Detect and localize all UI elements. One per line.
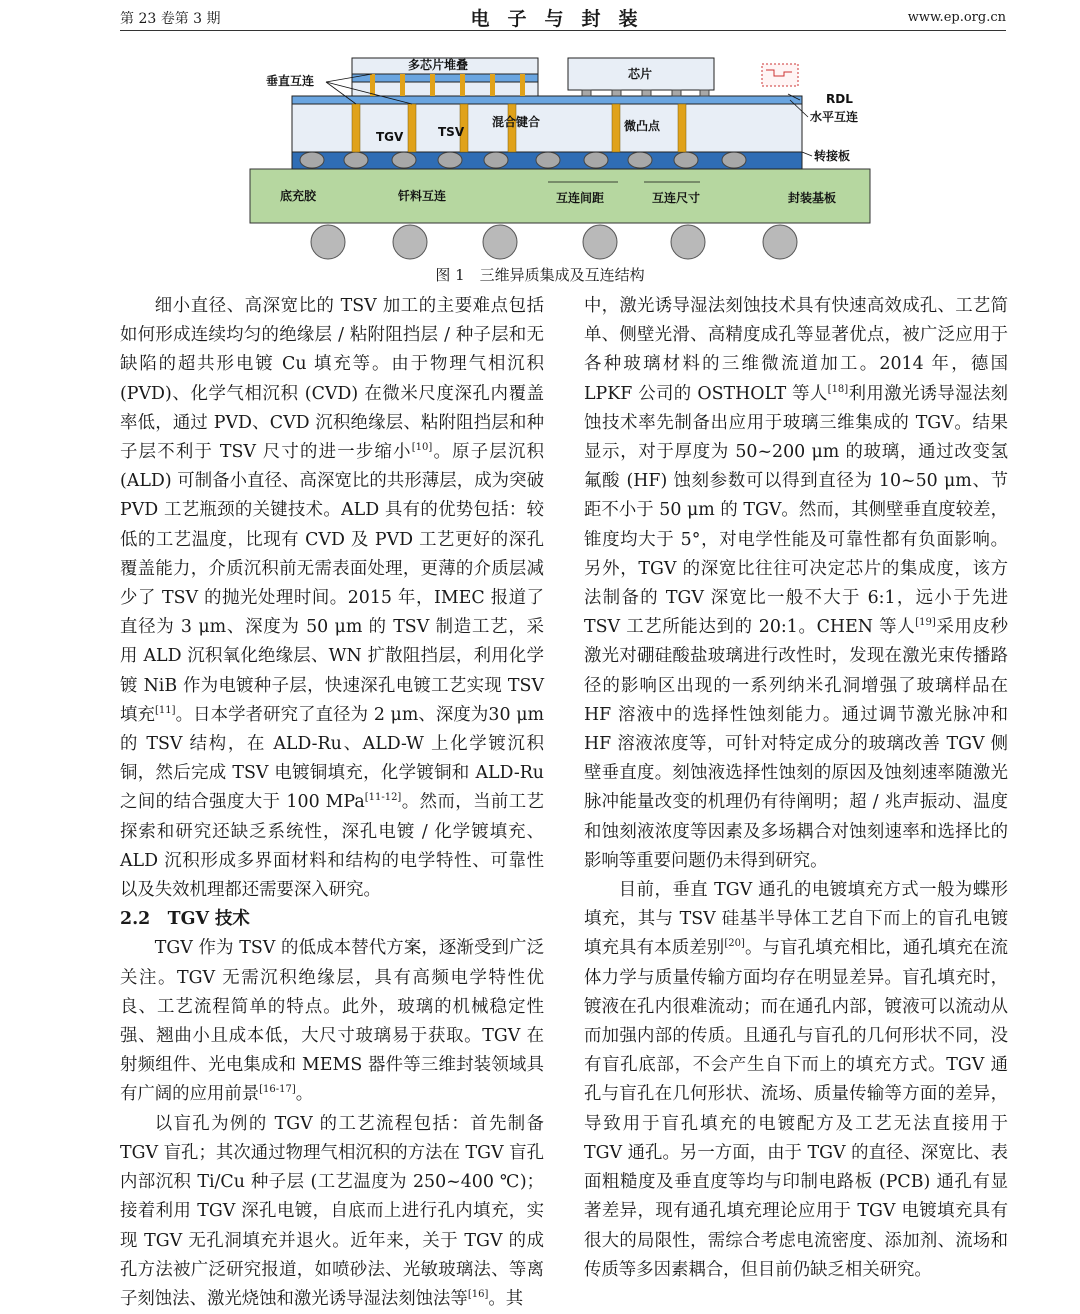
journal-url: www.ep.org.cn	[907, 10, 1006, 25]
label-underfill: 底充胶	[280, 189, 317, 203]
paragraph: 细小直径、高深宽比的 TSV 加工的主要难点包括如何形成连续均匀的绝缘层 / 粘附阻挡层 / 种子层和无缺陷的超共形电镀 Cu 填充等。由于物理气相沉积 (PVD)、化学气相沉积 (CVD) 在微米尺度深孔内覆盖率低，通过 PVD、CVD 沉积绝缘层、粘附阻挡层和种子层不利于 TSV 尺寸的进一步缩小[10]。原子层沉积 (ALD) 可制备小直径、高深宽比的共形薄层，成为突破 PVD 工艺瓶颈的关键技术。ALD 具有的优势包括：较低的工艺温度，比现有 CVD 及 PVD 工艺更好的深孔覆盖能力，介质沉积前无需表面处理，更薄的介质层减少了 TSV 的抛光处理时间。2015 年，IMEC 报道了直径为 3 μm、深度为 50 μm 的 TSV 制造工艺，采用 ALD 沉积氧化绝缘层、WN 扩散阻挡层，利用化学镀 NiB 作为电镀种子层，快速深孔电镀工艺实现 TSV 填充[11]。日本学者研究了直径为 2 μm、深度为30 μm 的 TSV 结构，在 ALD-Ru、ALD-W 上化学镀沉积铜，然后完成 TSV 电镀铜填充，化学镀铜和 ALD-Ru 之间的结合强度大于 100 MPa[11-12]。然而，当前工艺探索和研究还缺乏系统性，深孔电镀 / 化学镀填充、ALD 沉积形成多界面材料和结构的电学特性、可靠性以及失效机理都还需要深入研究。	[120, 296, 544, 901]
citation: [11]	[155, 705, 176, 717]
label-multichip-stack: 多芯片堆叠	[408, 58, 469, 72]
citation: [10]	[411, 442, 433, 454]
interposer	[292, 104, 802, 152]
paragraph: 中，激光诱导湿法刻蚀技术具有快速高效成孔、工艺简单、侧壁光滑、高精度成孔等显著优点，被广泛应用于各种玻璃材料的三维微流道加工。2014 年，德国 LPKF 公司的 OSTHOLT 等人[18]利用激光诱导湿法刻蚀技术率先制备出应用于玻璃三维集成的 TGV。结果显示，对于厚度为 50~200 μm 的玻璃，通过改变氢氟酸 (HF) 蚀刻参数可以得到直径为 10~50 μm、节距不小于 50 μm 的 TGV。然而，其侧壁垂直度较差，锥度均大于 5°，对电学性能及可靠性都有负面影响。另外，TGV 的深宽比往往可决定芯片的集成度，该方法制备的 TGV 深宽比一般不大于 6:1，远小于先进 TSV 工艺所能达到的 20:1。CHEN 等人[19]采用皮秒激光对硼硅酸盐玻璃进行改性时，发现在激光束传播路径的影响区出现的一系列纳米孔洞增强了玻璃样品在 HF 溶液中的选择性蚀刻能力。通过调节激光脉冲和 HF 溶液浓度等，可针对特定成分的玻璃改善 TGV 侧壁垂直度。刻蚀液选择性蚀刻的原因及蚀刻速率随激光脉冲能量改变的机理仍有待阐明；超 / 兆声振动、温度和蚀刻液浓度等因素及多场耦合对蚀刻速率和选择比的影响等重要问题仍未得到研究。	[584, 296, 1008, 871]
issue-label: 第 23 卷第 3 期	[120, 11, 221, 27]
citation: [16-17]	[259, 1084, 296, 1096]
paragraph: 以盲孔为例的 TGV 的工艺流程包括：首先制备 TGV 盲孔；其次通过物理气相沉积的方法在 TGV 盲孔内部沉积 Ti/Cu 种子层 (工艺温度为 250~400 ℃)；接着利用 TGV 深孔电镀，自底而上进行孔内填充，实现 TGV 无孔洞填充并退火。近年来，关于 TGV 的成孔方法被广泛研究报道，如喷砂法、光敏玻璃法、等离子刻蚀法、激光烧蚀和激光诱导湿法刻蚀法等[16]。其	[120, 1113, 544, 1309]
journal-title: 电子与封装	[470, 8, 656, 30]
label-interconnect-pitch: 互连间距	[556, 191, 605, 205]
interposer-rdl	[292, 96, 802, 104]
label-rdl: RDL	[826, 92, 853, 106]
label-vertical-interconnect: 垂直互连	[266, 74, 315, 88]
left-column	[120, 292, 544, 1314]
section-heading: 2.2 TGV 技术	[120, 909, 250, 930]
label-micro-bump: 微凸点	[624, 119, 661, 133]
citation: [19]	[915, 617, 936, 629]
label-interconnect-size: 互连尺寸	[652, 191, 701, 205]
label-tsv: TSV	[438, 125, 465, 139]
rdl-box	[762, 64, 798, 86]
label-horizontal-interconnect: 水平互连	[810, 110, 859, 124]
citation: [20]	[724, 938, 745, 950]
citation: [16]	[467, 1289, 489, 1301]
citation: [11-12]	[364, 792, 402, 804]
citation: [18]	[827, 383, 849, 395]
paragraph: 目前，垂直 TGV 通孔的电镀填充方式一般为蝶形填充，其与 TSV 硅基半导体工艺自下而上的盲孔电镀填充具有本质差别[20]。与盲孔填充相比，通孔填充在流体力学与质量传输方面均存在明显差异。盲孔填充时，镀液在孔内很难流动；而在通孔内部，镀液可以流动从而加强内部的传质。且通孔与盲孔的几何形状不同，没有盲孔底部，不会产生自下而上的填充方式。TGV 通孔与盲孔在几何形状、流场、质量传输等方面的差异，导致用于盲孔填充的电镀配方及工艺无法直接用于 TGV 通孔。另一方面，由于 TGV 的直径、深宽比、表面粗糙度及垂直度等均与印制电路板 (PCB) 通孔有显著差异，现有通孔填充理论应用于 TGV 电镀填充具有很大的局限性，需综合考虑电流密度、添加剂、流场和传质等多因素耦合，但目前仍缺乏相关研究。	[584, 880, 1008, 1280]
solder-balls	[311, 225, 797, 259]
right-column	[584, 292, 1008, 1285]
label-hybrid-bonding: 混合键合	[492, 115, 541, 129]
label-chip: 芯片	[628, 67, 653, 81]
label-package-substrate: 封装基板	[788, 191, 837, 205]
figure-3d-integration	[240, 46, 880, 264]
page-header	[120, 4, 1006, 31]
label-tgv: TGV	[376, 130, 404, 144]
paragraph: TGV 作为 TSV 的低成本替代方案，逐渐受到广泛关注。TGV 无需沉积绝缘层，具有高频电学特性优良、工艺流程简单的特点。此外，玻璃的机械稳定性强、翘曲小且成本低，大尺寸玻璃易于获取。TGV 在射频组件、光电集成和 MEMS 器件等三维封装领域具有广阔的应用前景[16-17]。	[120, 938, 544, 1105]
label-interposer: 转接板	[814, 149, 851, 163]
label-solder-interconnect: 钎料互连	[398, 189, 447, 203]
figure-caption: 图 1 三维异质集成及互连结构	[435, 266, 645, 284]
